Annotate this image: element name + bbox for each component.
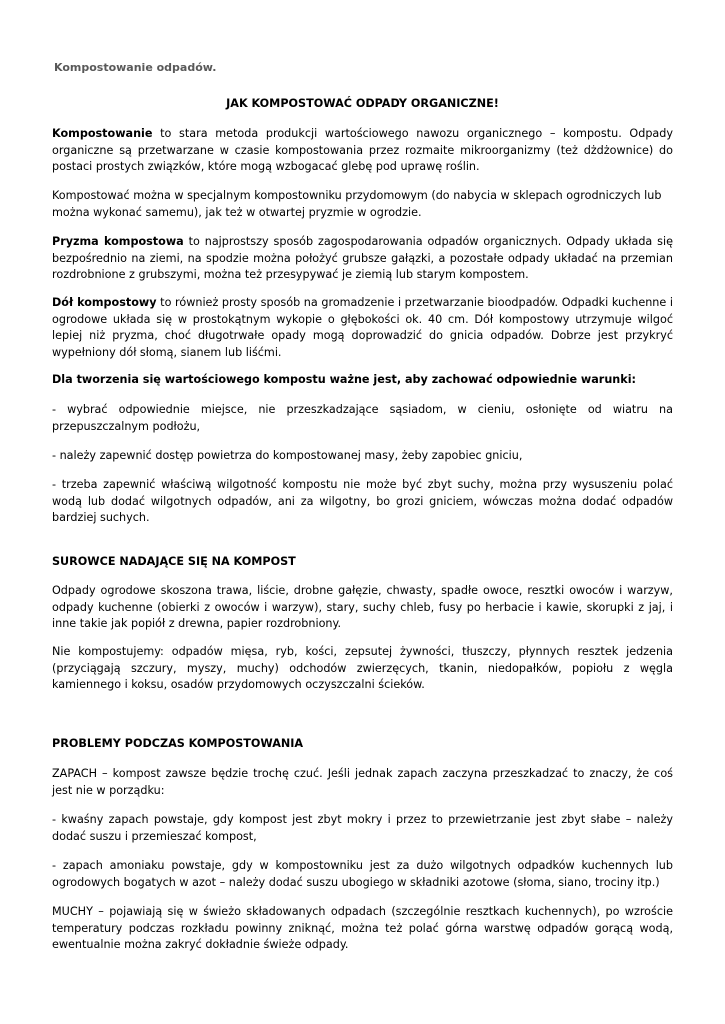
intro-text: to stara metoda produkcji wartościowego nawozu organicznego – kompostu. Odpady organiczne są przetwarzane w czasie kompostowania przez rozmaite mikroorganizmy (też dżdżownice) do postaci prostych związków, które mogą wzbogacać glebę pod uprawę roślin. (52, 127, 673, 174)
dol-term: Dół kompostowy (52, 296, 157, 309)
home-composter-paragraph: Kompostować można w specjalnym kompostowniku przydomowym (do nabycia w sklepach ogrodniczych lub można wykonać samemu), jak też w otwartej pryzmie w ogrodzie. (52, 189, 662, 219)
pryzma-term: Pryzma kompostowa (52, 235, 184, 248)
conditions-heading: Dla tworzenia się wartościowego kompostu ważne jest, aby zachować odpowiednie warunki: (52, 373, 637, 386)
condition-item: - należy zapewnić dostęp powietrza do kompostowanej masy, żeby zapobiec gniciu, (52, 449, 523, 462)
ammonia-smell-paragraph: - zapach amoniaku powstaje, gdy w kompostowniku jest za dużo wilgotnych odpadków kuchennych lub ogrodowych bogatych w azot – należy dodać suszu ubogiego w składniki azotowe (słoma, siano, trociny itp.) (52, 859, 673, 889)
pryzma-paragraph (52, 234, 673, 284)
condition-item: - trzeba zapewnić właściwą wilgotność kompostu nie może być zbyt suchy, można przy wysuszeniu polać wodą lub dodać wilgotnych odpadów, ani za wilgotny, bo grozi gniciem, wówczas można dodać odpadów bardziej suchych. (52, 478, 673, 525)
document-header: Kompostowanie odpadów. (54, 61, 217, 74)
pryzma-text: to najprostszy sposób zagospodarowania odpadów organicznych. Odpady układa się bezpośrednio na ziemi, na spodzie można położyć grubsze gałązki, a pozostałe odpady układać na przemian rozdrobnione z grubszymi, można też przesypywać je ziemią lub starym kompostem. (52, 235, 673, 282)
dol-paragraph (52, 295, 673, 361)
intro-term: Kompostowanie (52, 127, 153, 140)
condition-item: - wybrać odpowiednie miejsce, nie przeszkadzające sąsiadom, w cieniu, osłonięte od wiatru na przepuszczalnym podłożu, (52, 403, 673, 433)
document-title: JAK KOMPOSTOWAĆ ODPADY ORGANICZNE! (226, 97, 499, 110)
smell-paragraph: ZAPACH – kompost zawsze będzie trochę czuć. Jeśli jednak zapach zaczyna przeszkadzać to znaczy, że coś jest nie w porządku: (52, 767, 673, 797)
section-heading-problems: PROBLEMY PODCZAS KOMPOSTOWANIA (52, 737, 304, 750)
flies-paragraph: MUCHY – pojawiają się w świeżo składowanych odpadach (szczególnie resztkach kuchennych), po wzroście temperatury podczas rozkładu powinny zniknąć, można też polać górna warstwę odpadów gorącą wodą, ewentualnie można zakryć dokładnie świeże odpady. (52, 905, 673, 952)
not-composted-paragraph: Nie kompostujemy: odpadów mięsa, ryb, kości, zepsutej żywności, tłuszczy, płynnych resztek jedzenia (przyciągają szczury, myszy, muchy) odchodów zwierzęcych, tkanin, niedopałków, popiołu z węgla kamiennego i koksu, osadów przydomowych oczyszczalni ścieków. (52, 645, 673, 692)
intro-paragraph (52, 126, 673, 176)
sour-smell-paragraph: - kwaśny zapach powstaje, gdy kompost jest zbyt mokry i przez to przewietrzanie jest zbyt słabe – należy dodać suszu i przemieszać kompost, (52, 813, 673, 843)
raw-materials-paragraph: Odpady ogrodowe skoszona trawa, liście, drobne gałęzie, chwasty, spadłe owoce, resztki owoców i warzyw, odpady kuchenne (obierki z owoców i warzyw), stary, suchy chleb, fusy po herbacie i kawie, skorupki z jaj, i inne takie jak popiół z drewna, papier rozdrobniony. (52, 584, 673, 631)
dol-text: to również prosty sposób na gromadzenie i przetwarzanie bioodpadów. Odpadki kuchenne i ogrodowe układa się w prostokątnym wykopie o głębokości ok. 40 cm. Dół kompostowy utrzymuje wilgoć lepiej niż pryzma, choć długotrwałe opady mogą doprowadzić do gnicia odpadów. Dobrze jest przykryć wypełniony dół słomą, sianem lub liśćmi. (52, 296, 673, 359)
section-heading-raw-materials: SUROWCE NADAJĄCE SIĘ NA KOMPOST (52, 555, 296, 568)
